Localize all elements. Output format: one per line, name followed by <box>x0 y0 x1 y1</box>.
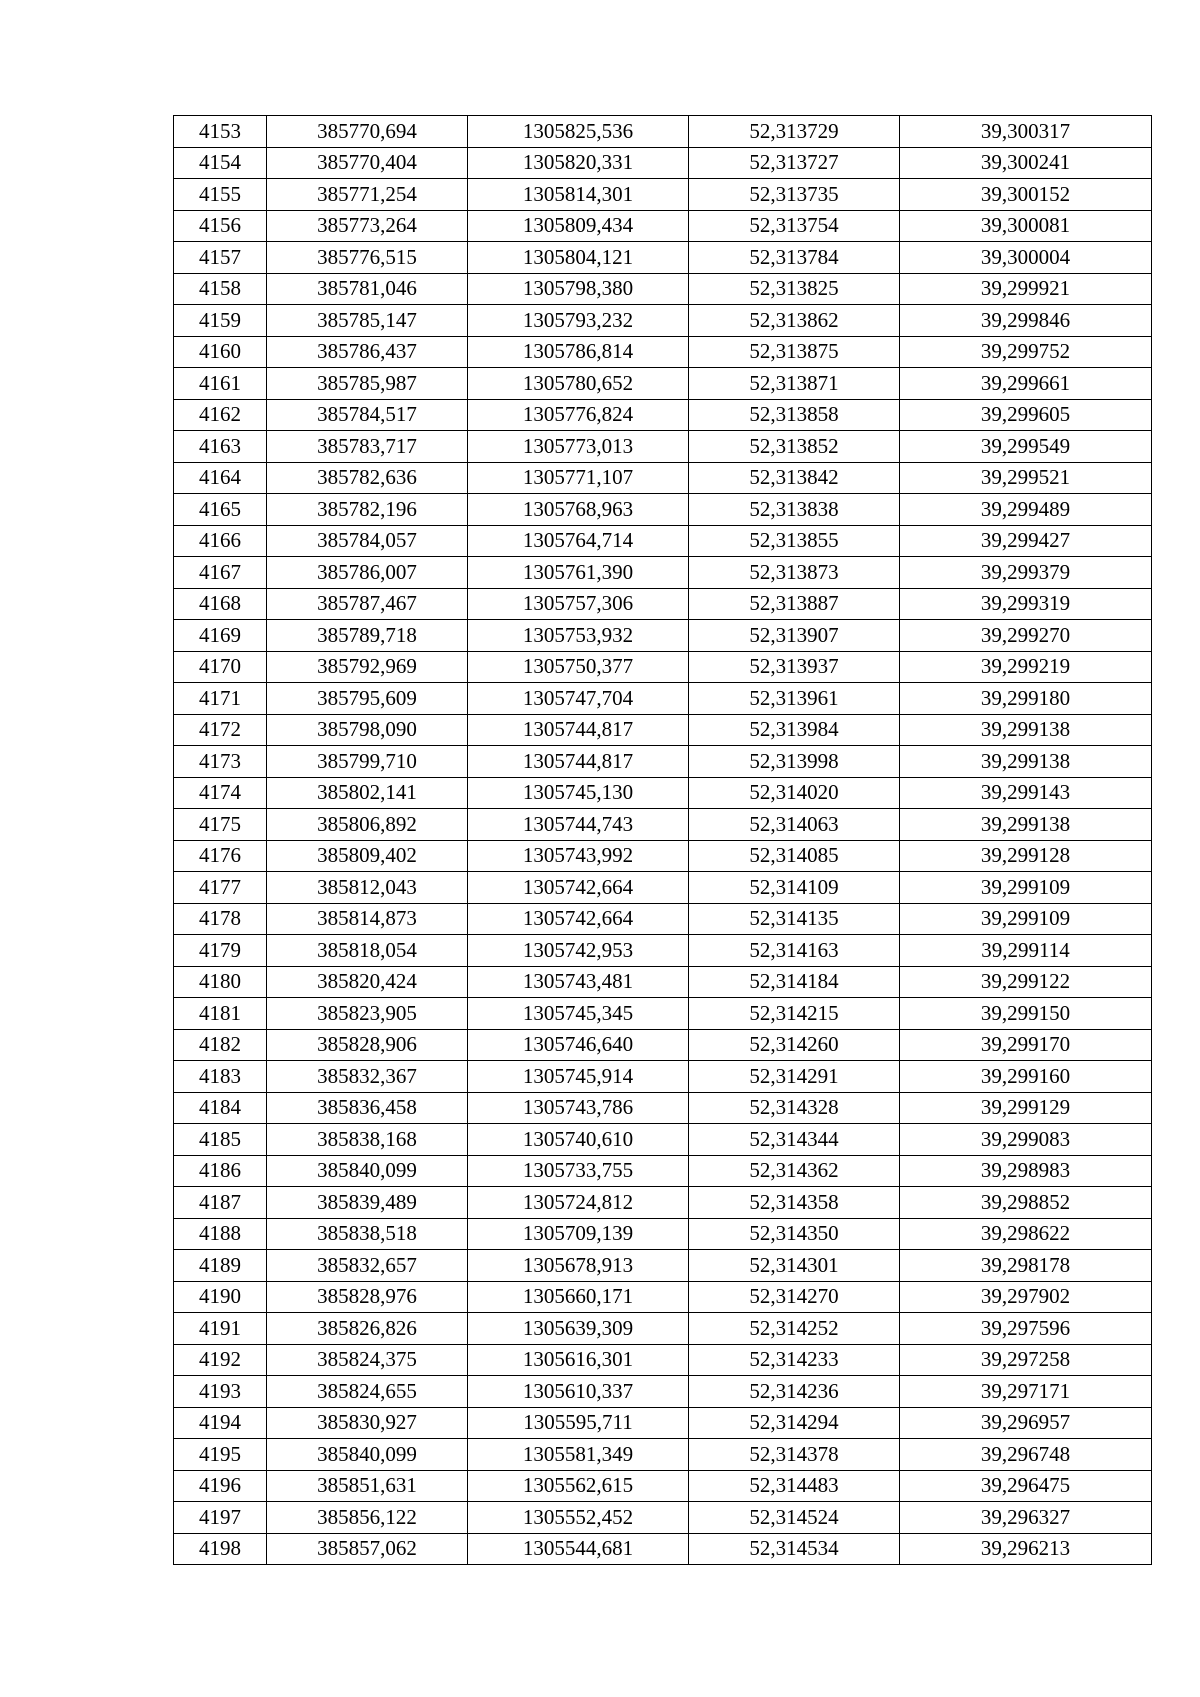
y-coordinate-cell: 1305753,932 <box>468 620 689 652</box>
table-row <box>174 714 1152 746</box>
x-coordinate-cell: 385840,099 <box>267 1439 468 1471</box>
point-number-cell: 4179 <box>174 935 267 967</box>
y-coordinate-cell: 1305750,377 <box>468 651 689 683</box>
table-row <box>174 210 1152 242</box>
table-row <box>174 1470 1152 1502</box>
y-coordinate-cell: 1305814,301 <box>468 179 689 211</box>
longitude-cell: 39,298622 <box>900 1218 1152 1250</box>
x-coordinate-cell: 385832,657 <box>267 1250 468 1282</box>
point-number-cell: 4172 <box>174 714 267 746</box>
point-number-cell: 4173 <box>174 746 267 778</box>
x-coordinate-cell: 385832,367 <box>267 1061 468 1093</box>
table-row <box>174 147 1152 179</box>
longitude-cell: 39,299921 <box>900 273 1152 305</box>
table-row <box>174 777 1152 809</box>
latitude-cell: 52,314483 <box>689 1470 900 1502</box>
x-coordinate-cell: 385784,517 <box>267 399 468 431</box>
latitude-cell: 52,314020 <box>689 777 900 809</box>
point-number-cell: 4186 <box>174 1155 267 1187</box>
longitude-cell: 39,299379 <box>900 557 1152 589</box>
x-coordinate-cell: 385806,892 <box>267 809 468 841</box>
y-coordinate-cell: 1305798,380 <box>468 273 689 305</box>
longitude-cell: 39,299114 <box>900 935 1152 967</box>
longitude-cell: 39,300081 <box>900 210 1152 242</box>
latitude-cell: 52,313825 <box>689 273 900 305</box>
x-coordinate-cell: 385828,976 <box>267 1281 468 1313</box>
point-number-cell: 4198 <box>174 1533 267 1565</box>
point-number-cell: 4195 <box>174 1439 267 1471</box>
y-coordinate-cell: 1305746,640 <box>468 1029 689 1061</box>
point-number-cell: 4189 <box>174 1250 267 1282</box>
coordinates-table <box>173 115 1152 1565</box>
latitude-cell: 52,314236 <box>689 1376 900 1408</box>
point-number-cell: 4178 <box>174 903 267 935</box>
y-coordinate-cell: 1305773,013 <box>468 431 689 463</box>
point-number-cell: 4196 <box>174 1470 267 1502</box>
table-row <box>174 872 1152 904</box>
latitude-cell: 52,314233 <box>689 1344 900 1376</box>
table-row <box>174 651 1152 683</box>
table-row <box>174 1155 1152 1187</box>
table-row <box>174 935 1152 967</box>
x-coordinate-cell: 385838,518 <box>267 1218 468 1250</box>
table-row <box>174 1092 1152 1124</box>
table-row <box>174 494 1152 526</box>
longitude-cell: 39,300317 <box>900 116 1152 148</box>
latitude-cell: 52,314215 <box>689 998 900 1030</box>
longitude-cell: 39,299128 <box>900 840 1152 872</box>
table-row <box>174 1439 1152 1471</box>
table-row <box>174 1061 1152 1093</box>
x-coordinate-cell: 385786,437 <box>267 336 468 368</box>
longitude-cell: 39,299170 <box>900 1029 1152 1061</box>
table-row <box>174 966 1152 998</box>
point-number-cell: 4177 <box>174 872 267 904</box>
y-coordinate-cell: 1305562,615 <box>468 1470 689 1502</box>
table-row <box>174 588 1152 620</box>
latitude-cell: 52,313937 <box>689 651 900 683</box>
point-number-cell: 4193 <box>174 1376 267 1408</box>
table-row <box>174 1313 1152 1345</box>
table-row <box>174 431 1152 463</box>
coordinates-table-body <box>174 116 1152 1565</box>
point-number-cell: 4182 <box>174 1029 267 1061</box>
table-row <box>174 305 1152 337</box>
longitude-cell: 39,300152 <box>900 179 1152 211</box>
y-coordinate-cell: 1305776,824 <box>468 399 689 431</box>
longitude-cell: 39,296748 <box>900 1439 1152 1471</box>
latitude-cell: 52,314135 <box>689 903 900 935</box>
table-row <box>174 1502 1152 1534</box>
x-coordinate-cell: 385818,054 <box>267 935 468 967</box>
y-coordinate-cell: 1305780,652 <box>468 368 689 400</box>
point-number-cell: 4169 <box>174 620 267 652</box>
longitude-cell: 39,299219 <box>900 651 1152 683</box>
y-coordinate-cell: 1305745,914 <box>468 1061 689 1093</box>
longitude-cell: 39,299138 <box>900 746 1152 778</box>
longitude-cell: 39,299427 <box>900 525 1152 557</box>
x-coordinate-cell: 385783,717 <box>267 431 468 463</box>
latitude-cell: 52,313862 <box>689 305 900 337</box>
y-coordinate-cell: 1305744,817 <box>468 746 689 778</box>
longitude-cell: 39,299846 <box>900 305 1152 337</box>
point-number-cell: 4164 <box>174 462 267 494</box>
table-row <box>174 557 1152 589</box>
y-coordinate-cell: 1305771,107 <box>468 462 689 494</box>
y-coordinate-cell: 1305743,786 <box>468 1092 689 1124</box>
y-coordinate-cell: 1305733,755 <box>468 1155 689 1187</box>
longitude-cell: 39,299138 <box>900 714 1152 746</box>
x-coordinate-cell: 385795,609 <box>267 683 468 715</box>
x-coordinate-cell: 385856,122 <box>267 1502 468 1534</box>
longitude-cell: 39,299129 <box>900 1092 1152 1124</box>
x-coordinate-cell: 385782,636 <box>267 462 468 494</box>
latitude-cell: 52,314534 <box>689 1533 900 1565</box>
longitude-cell: 39,296327 <box>900 1502 1152 1534</box>
latitude-cell: 52,314184 <box>689 966 900 998</box>
x-coordinate-cell: 385839,489 <box>267 1187 468 1219</box>
y-coordinate-cell: 1305616,301 <box>468 1344 689 1376</box>
x-coordinate-cell: 385828,906 <box>267 1029 468 1061</box>
point-number-cell: 4181 <box>174 998 267 1030</box>
latitude-cell: 52,314085 <box>689 840 900 872</box>
latitude-cell: 52,314344 <box>689 1124 900 1156</box>
table-row <box>174 620 1152 652</box>
y-coordinate-cell: 1305724,812 <box>468 1187 689 1219</box>
latitude-cell: 52,314260 <box>689 1029 900 1061</box>
y-coordinate-cell: 1305581,349 <box>468 1439 689 1471</box>
longitude-cell: 39,298983 <box>900 1155 1152 1187</box>
x-coordinate-cell: 385824,655 <box>267 1376 468 1408</box>
x-coordinate-cell: 385824,375 <box>267 1344 468 1376</box>
table-row <box>174 1407 1152 1439</box>
x-coordinate-cell: 385838,168 <box>267 1124 468 1156</box>
point-number-cell: 4171 <box>174 683 267 715</box>
longitude-cell: 39,299138 <box>900 809 1152 841</box>
x-coordinate-cell: 385836,458 <box>267 1092 468 1124</box>
y-coordinate-cell: 1305764,714 <box>468 525 689 557</box>
y-coordinate-cell: 1305747,704 <box>468 683 689 715</box>
latitude-cell: 52,313727 <box>689 147 900 179</box>
latitude-cell: 52,313729 <box>689 116 900 148</box>
y-coordinate-cell: 1305761,390 <box>468 557 689 589</box>
table-row <box>174 1187 1152 1219</box>
x-coordinate-cell: 385770,694 <box>267 116 468 148</box>
latitude-cell: 52,313998 <box>689 746 900 778</box>
point-number-cell: 4197 <box>174 1502 267 1534</box>
latitude-cell: 52,313873 <box>689 557 900 589</box>
longitude-cell: 39,299180 <box>900 683 1152 715</box>
x-coordinate-cell: 385773,264 <box>267 210 468 242</box>
table-row <box>174 399 1152 431</box>
latitude-cell: 52,313735 <box>689 179 900 211</box>
table-row <box>174 1029 1152 1061</box>
x-coordinate-cell: 385781,046 <box>267 273 468 305</box>
point-number-cell: 4159 <box>174 305 267 337</box>
longitude-cell: 39,296475 <box>900 1470 1152 1502</box>
latitude-cell: 52,314362 <box>689 1155 900 1187</box>
y-coordinate-cell: 1305610,337 <box>468 1376 689 1408</box>
table-row <box>174 809 1152 841</box>
y-coordinate-cell: 1305544,681 <box>468 1533 689 1565</box>
point-number-cell: 4163 <box>174 431 267 463</box>
table-row <box>174 1250 1152 1282</box>
table-row <box>174 1533 1152 1565</box>
point-number-cell: 4170 <box>174 651 267 683</box>
longitude-cell: 39,298852 <box>900 1187 1152 1219</box>
table-row <box>174 1124 1152 1156</box>
y-coordinate-cell: 1305757,306 <box>468 588 689 620</box>
table-row <box>174 179 1152 211</box>
point-number-cell: 4191 <box>174 1313 267 1345</box>
x-coordinate-cell: 385823,905 <box>267 998 468 1030</box>
y-coordinate-cell: 1305745,345 <box>468 998 689 1030</box>
longitude-cell: 39,297258 <box>900 1344 1152 1376</box>
latitude-cell: 52,314350 <box>689 1218 900 1250</box>
latitude-cell: 52,313842 <box>689 462 900 494</box>
latitude-cell: 52,313754 <box>689 210 900 242</box>
x-coordinate-cell: 385798,090 <box>267 714 468 746</box>
point-number-cell: 4165 <box>174 494 267 526</box>
table-row <box>174 1281 1152 1313</box>
table-row <box>174 746 1152 778</box>
x-coordinate-cell: 385789,718 <box>267 620 468 652</box>
table-row <box>174 840 1152 872</box>
y-coordinate-cell: 1305742,953 <box>468 935 689 967</box>
point-number-cell: 4162 <box>174 399 267 431</box>
latitude-cell: 52,314328 <box>689 1092 900 1124</box>
x-coordinate-cell: 385770,404 <box>267 147 468 179</box>
y-coordinate-cell: 1305639,309 <box>468 1313 689 1345</box>
latitude-cell: 52,314252 <box>689 1313 900 1345</box>
y-coordinate-cell: 1305740,610 <box>468 1124 689 1156</box>
x-coordinate-cell: 385776,515 <box>267 242 468 274</box>
longitude-cell: 39,297902 <box>900 1281 1152 1313</box>
latitude-cell: 52,313855 <box>689 525 900 557</box>
table-row <box>174 1344 1152 1376</box>
latitude-cell: 52,313887 <box>689 588 900 620</box>
y-coordinate-cell: 1305825,536 <box>468 116 689 148</box>
point-number-cell: 4167 <box>174 557 267 589</box>
longitude-cell: 39,299109 <box>900 872 1152 904</box>
longitude-cell: 39,298178 <box>900 1250 1152 1282</box>
x-coordinate-cell: 385784,057 <box>267 525 468 557</box>
latitude-cell: 52,314109 <box>689 872 900 904</box>
table-row <box>174 525 1152 557</box>
table-row <box>174 273 1152 305</box>
x-coordinate-cell: 385820,424 <box>267 966 468 998</box>
latitude-cell: 52,314301 <box>689 1250 900 1282</box>
y-coordinate-cell: 1305793,232 <box>468 305 689 337</box>
point-number-cell: 4168 <box>174 588 267 620</box>
longitude-cell: 39,299109 <box>900 903 1152 935</box>
point-number-cell: 4175 <box>174 809 267 841</box>
y-coordinate-cell: 1305809,434 <box>468 210 689 242</box>
longitude-cell: 39,299489 <box>900 494 1152 526</box>
x-coordinate-cell: 385785,987 <box>267 368 468 400</box>
latitude-cell: 52,314063 <box>689 809 900 841</box>
y-coordinate-cell: 1305742,664 <box>468 872 689 904</box>
latitude-cell: 52,313838 <box>689 494 900 526</box>
point-number-cell: 4158 <box>174 273 267 305</box>
point-number-cell: 4153 <box>174 116 267 148</box>
x-coordinate-cell: 385792,969 <box>267 651 468 683</box>
point-number-cell: 4184 <box>174 1092 267 1124</box>
point-number-cell: 4155 <box>174 179 267 211</box>
latitude-cell: 52,314270 <box>689 1281 900 1313</box>
y-coordinate-cell: 1305820,331 <box>468 147 689 179</box>
y-coordinate-cell: 1305742,664 <box>468 903 689 935</box>
latitude-cell: 52,313852 <box>689 431 900 463</box>
latitude-cell: 52,314291 <box>689 1061 900 1093</box>
x-coordinate-cell: 385802,141 <box>267 777 468 809</box>
latitude-cell: 52,313858 <box>689 399 900 431</box>
y-coordinate-cell: 1305660,171 <box>468 1281 689 1313</box>
latitude-cell: 52,314163 <box>689 935 900 967</box>
latitude-cell: 52,313784 <box>689 242 900 274</box>
y-coordinate-cell: 1305743,992 <box>468 840 689 872</box>
latitude-cell: 52,313871 <box>689 368 900 400</box>
longitude-cell: 39,299160 <box>900 1061 1152 1093</box>
y-coordinate-cell: 1305768,963 <box>468 494 689 526</box>
x-coordinate-cell: 385851,631 <box>267 1470 468 1502</box>
longitude-cell: 39,300241 <box>900 147 1152 179</box>
point-number-cell: 4166 <box>174 525 267 557</box>
longitude-cell: 39,299521 <box>900 462 1152 494</box>
x-coordinate-cell: 385857,062 <box>267 1533 468 1565</box>
table-row <box>174 1218 1152 1250</box>
y-coordinate-cell: 1305744,743 <box>468 809 689 841</box>
y-coordinate-cell: 1305744,817 <box>468 714 689 746</box>
table-row <box>174 903 1152 935</box>
longitude-cell: 39,299083 <box>900 1124 1152 1156</box>
x-coordinate-cell: 385782,196 <box>267 494 468 526</box>
latitude-cell: 52,313875 <box>689 336 900 368</box>
x-coordinate-cell: 385799,710 <box>267 746 468 778</box>
table-row <box>174 683 1152 715</box>
longitude-cell: 39,297171 <box>900 1376 1152 1408</box>
latitude-cell: 52,313961 <box>689 683 900 715</box>
y-coordinate-cell: 1305743,481 <box>468 966 689 998</box>
longitude-cell: 39,299319 <box>900 588 1152 620</box>
longitude-cell: 39,296957 <box>900 1407 1152 1439</box>
longitude-cell: 39,299661 <box>900 368 1152 400</box>
point-number-cell: 4156 <box>174 210 267 242</box>
latitude-cell: 52,313984 <box>689 714 900 746</box>
table-row <box>174 336 1152 368</box>
y-coordinate-cell: 1305786,814 <box>468 336 689 368</box>
longitude-cell: 39,300004 <box>900 242 1152 274</box>
table-row <box>174 462 1152 494</box>
latitude-cell: 52,314378 <box>689 1439 900 1471</box>
y-coordinate-cell: 1305552,452 <box>468 1502 689 1534</box>
table-row <box>174 368 1152 400</box>
x-coordinate-cell: 385771,254 <box>267 179 468 211</box>
latitude-cell: 52,314524 <box>689 1502 900 1534</box>
point-number-cell: 4185 <box>174 1124 267 1156</box>
latitude-cell: 52,314294 <box>689 1407 900 1439</box>
point-number-cell: 4180 <box>174 966 267 998</box>
longitude-cell: 39,299143 <box>900 777 1152 809</box>
x-coordinate-cell: 385814,873 <box>267 903 468 935</box>
longitude-cell: 39,299752 <box>900 336 1152 368</box>
point-number-cell: 4194 <box>174 1407 267 1439</box>
point-number-cell: 4161 <box>174 368 267 400</box>
point-number-cell: 4190 <box>174 1281 267 1313</box>
y-coordinate-cell: 1305709,139 <box>468 1218 689 1250</box>
point-number-cell: 4174 <box>174 777 267 809</box>
longitude-cell: 39,297596 <box>900 1313 1152 1345</box>
longitude-cell: 39,299122 <box>900 966 1152 998</box>
x-coordinate-cell: 385785,147 <box>267 305 468 337</box>
table-row <box>174 242 1152 274</box>
point-number-cell: 4160 <box>174 336 267 368</box>
x-coordinate-cell: 385786,007 <box>267 557 468 589</box>
longitude-cell: 39,299605 <box>900 399 1152 431</box>
table-row <box>174 998 1152 1030</box>
longitude-cell: 39,299150 <box>900 998 1152 1030</box>
table-row <box>174 116 1152 148</box>
point-number-cell: 4154 <box>174 147 267 179</box>
longitude-cell: 39,299549 <box>900 431 1152 463</box>
point-number-cell: 4192 <box>174 1344 267 1376</box>
y-coordinate-cell: 1305745,130 <box>468 777 689 809</box>
point-number-cell: 4183 <box>174 1061 267 1093</box>
x-coordinate-cell: 385809,402 <box>267 840 468 872</box>
longitude-cell: 39,299270 <box>900 620 1152 652</box>
x-coordinate-cell: 385840,099 <box>267 1155 468 1187</box>
latitude-cell: 52,314358 <box>689 1187 900 1219</box>
longitude-cell: 39,296213 <box>900 1533 1152 1565</box>
point-number-cell: 4187 <box>174 1187 267 1219</box>
table-row <box>174 1376 1152 1408</box>
point-number-cell: 4176 <box>174 840 267 872</box>
point-number-cell: 4188 <box>174 1218 267 1250</box>
y-coordinate-cell: 1305595,711 <box>468 1407 689 1439</box>
x-coordinate-cell: 385830,927 <box>267 1407 468 1439</box>
y-coordinate-cell: 1305678,913 <box>468 1250 689 1282</box>
y-coordinate-cell: 1305804,121 <box>468 242 689 274</box>
x-coordinate-cell: 385812,043 <box>267 872 468 904</box>
x-coordinate-cell: 385787,467 <box>267 588 468 620</box>
latitude-cell: 52,313907 <box>689 620 900 652</box>
point-number-cell: 4157 <box>174 242 267 274</box>
x-coordinate-cell: 385826,826 <box>267 1313 468 1345</box>
